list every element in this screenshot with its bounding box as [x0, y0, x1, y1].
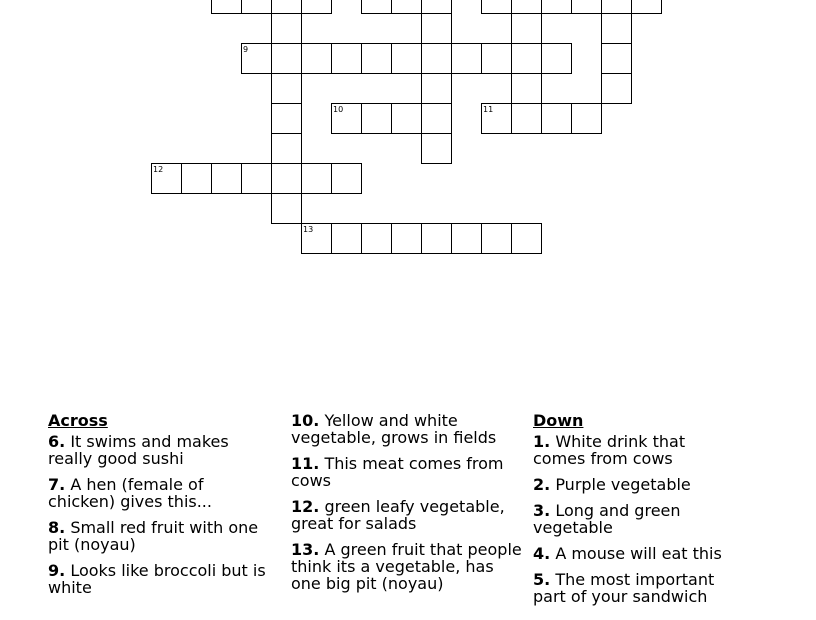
grid-cell[interactable]	[451, 223, 482, 254]
grid-cell[interactable]	[301, 0, 332, 14]
clue-down-4: 4. A mouse will eat this	[533, 544, 722, 563]
grid-cell[interactable]	[391, 43, 422, 74]
clue-across-7: 7. A hen (female of chicken) gives this...	[48, 475, 212, 511]
grid-cell[interactable]	[601, 43, 632, 74]
grid-cell[interactable]	[271, 43, 302, 74]
grid-cell[interactable]	[361, 103, 392, 134]
clue-across-12: 12. green leafy vegetable, great for salads	[291, 497, 505, 533]
grid-cell[interactable]	[481, 43, 512, 74]
clue-down-1: 1. White drink that comes from cows	[533, 432, 686, 468]
clue-across-6: 6. It swims and makes really good sushi	[48, 432, 229, 468]
across-heading: Across	[48, 411, 108, 430]
grid-cell[interactable]	[271, 103, 302, 134]
grid-cell[interactable]	[421, 43, 452, 74]
grid-cell[interactable]	[571, 0, 602, 14]
grid-cell[interactable]	[361, 43, 392, 74]
grid-cell[interactable]	[211, 0, 242, 14]
grid-cell[interactable]	[331, 163, 362, 194]
clue-down-5: 5. The most important part of your sandwich	[533, 570, 715, 606]
grid-cell[interactable]	[601, 0, 632, 14]
clue-number-label: 12	[153, 165, 164, 174]
grid-cell[interactable]	[271, 0, 302, 14]
grid-cell[interactable]	[181, 163, 212, 194]
grid-cell[interactable]	[601, 13, 632, 44]
grid-cell[interactable]	[541, 103, 572, 134]
grid-cell[interactable]	[391, 103, 422, 134]
grid-cell[interactable]	[451, 43, 482, 74]
grid-cell[interactable]	[241, 163, 272, 194]
grid-cell[interactable]	[511, 0, 542, 14]
grid-cell[interactable]	[211, 163, 242, 194]
grid-cell[interactable]	[271, 193, 302, 224]
grid-cell[interactable]	[361, 223, 392, 254]
clue-across-9: 9. Looks like broccoli but is white	[48, 561, 266, 597]
grid-cell[interactable]	[421, 103, 452, 134]
grid-cell[interactable]	[421, 223, 452, 254]
grid-cell[interactable]	[271, 13, 302, 44]
grid-cell[interactable]	[571, 103, 602, 134]
grid-cell[interactable]	[511, 13, 542, 44]
grid-cell[interactable]	[541, 43, 572, 74]
clue-number-label: 11	[483, 105, 494, 114]
grid-cell[interactable]	[391, 223, 422, 254]
clue-across-8: 8. Small red fruit with one pit (noyau)	[48, 518, 259, 554]
grid-cell[interactable]	[391, 0, 422, 14]
down-heading: Down	[533, 411, 584, 430]
grid-cell[interactable]	[271, 163, 302, 194]
grid-cell[interactable]	[361, 0, 392, 14]
grid-cell[interactable]	[301, 163, 332, 194]
grid-cell[interactable]	[601, 73, 632, 104]
clue-down-3: 3. Long and green vegetable	[533, 501, 681, 537]
grid-cell[interactable]	[481, 223, 512, 254]
grid-cell[interactable]	[421, 133, 452, 164]
clue-down-2: 2. Purple vegetable	[533, 475, 691, 494]
grid-cell[interactable]	[301, 43, 332, 74]
grid-cell[interactable]	[481, 0, 512, 14]
grid-cell[interactable]	[511, 73, 542, 104]
clue-across-10: 10. Yellow and white vegetable, grows in fields	[291, 411, 497, 447]
clue-number-label: 9	[243, 45, 249, 54]
grid-cell[interactable]	[511, 43, 542, 74]
grid-cell[interactable]	[511, 103, 542, 134]
grid-cell[interactable]	[541, 0, 572, 14]
grid-cell[interactable]	[421, 73, 452, 104]
clue-number-label: 10	[333, 105, 344, 114]
clue-across-11: 11. This meat comes from cows	[291, 454, 504, 490]
clue-across-13: 13. A green fruit that people think its a vegetable, has one big pit (noyau)	[291, 540, 522, 593]
down-clues	[533, 412, 733, 614]
grid-cell[interactable]	[631, 0, 662, 14]
crossword-grid	[0, 0, 816, 300]
grid-cell[interactable]	[241, 0, 272, 14]
across-clues	[48, 412, 270, 605]
grid-cell[interactable]	[421, 0, 452, 14]
grid-cell[interactable]	[331, 223, 362, 254]
grid-cell[interactable]	[331, 43, 362, 74]
grid-cell[interactable]	[511, 223, 542, 254]
clue-number-label: 13	[303, 225, 314, 234]
grid-cell[interactable]	[421, 13, 452, 44]
middle-clues	[291, 412, 523, 601]
grid-cell[interactable]	[271, 73, 302, 104]
grid-cell[interactable]	[271, 133, 302, 164]
